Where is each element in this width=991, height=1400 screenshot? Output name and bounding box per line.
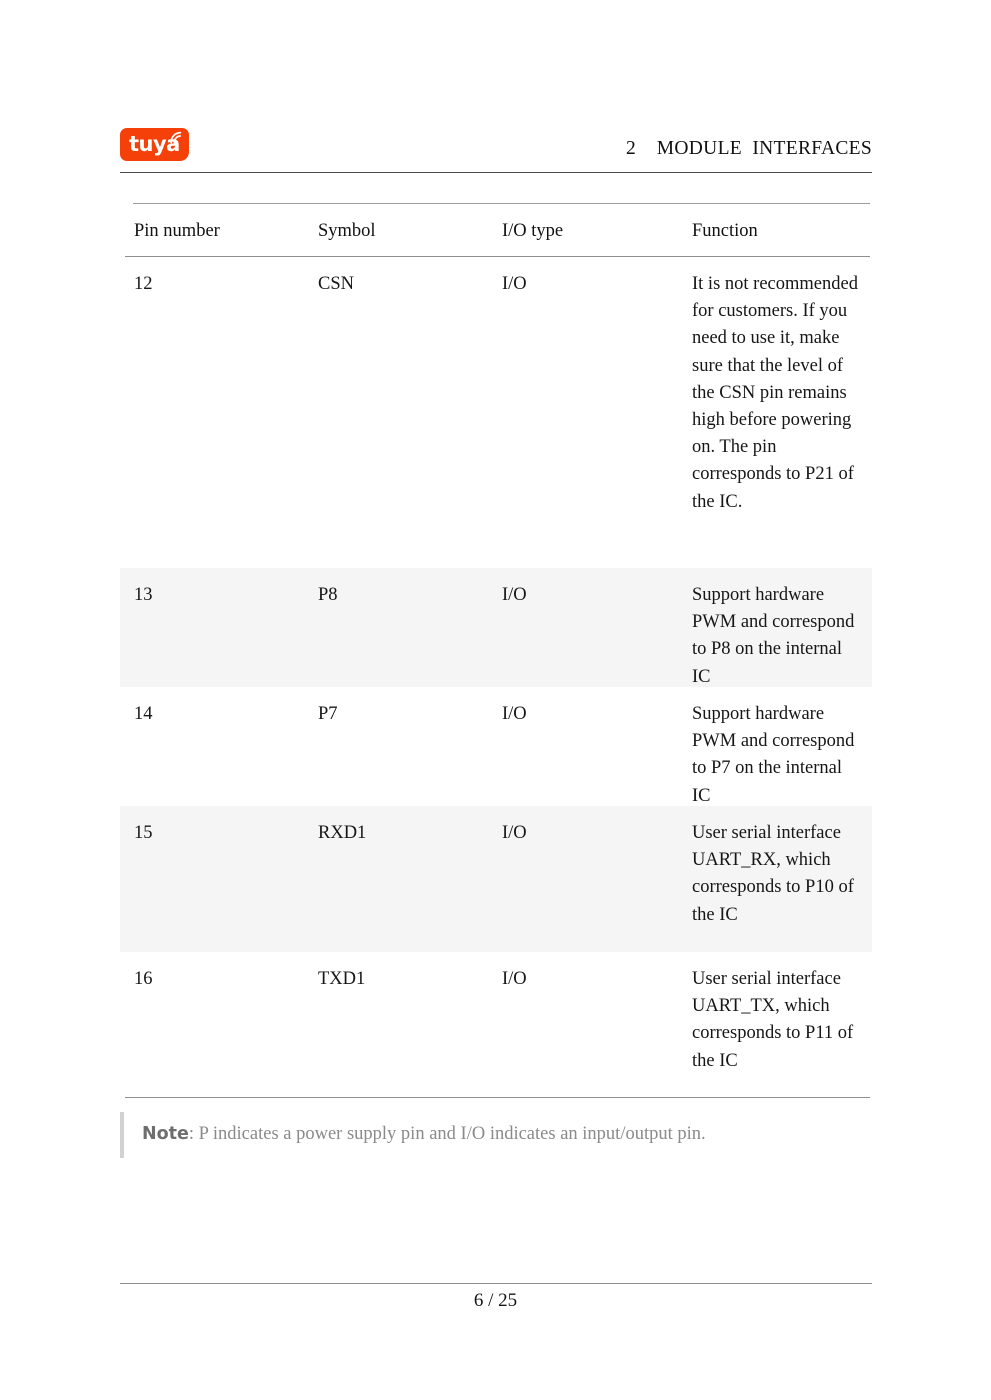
cell-pin-number: 15: [134, 823, 153, 843]
cell-symbol: P7: [318, 704, 338, 724]
cell-io-type: I/O: [502, 969, 527, 989]
tuya-logo-label: tuya: [129, 132, 180, 156]
cell-function: User serial interface UART_RX, which corresponds to P10 of the IC: [692, 823, 854, 925]
cell-pin-number: 16: [134, 969, 153, 989]
footer-rule: [120, 1283, 872, 1284]
table-top-rule: [133, 203, 870, 204]
column-header-io-type: I/O type: [502, 221, 564, 241]
page-number: 6 / 25: [473, 1290, 518, 1311]
cell-symbol: TXD1: [318, 969, 366, 989]
cell-symbol: P8: [318, 585, 338, 605]
cell-io-type: I/O: [502, 823, 527, 843]
tuya-logo: [120, 128, 189, 161]
column-header-function: Function: [692, 221, 758, 241]
column-header-symbol: Symbol: [318, 221, 376, 241]
cell-function: User serial interface UART_TX, which corresponds to P11 of the IC: [692, 969, 854, 1071]
table-row: [120, 806, 872, 952]
page-running-head: [120, 124, 872, 184]
column-header-pin-number: Pin number: [134, 221, 220, 241]
cell-symbol: RXD1: [318, 823, 367, 843]
running-head-rule: [120, 172, 872, 173]
cell-pin-number: 12: [134, 274, 153, 294]
table-row: [120, 257, 872, 568]
cell-pin-number: 14: [134, 704, 153, 724]
cell-pin-number: 13: [134, 585, 153, 605]
table-row: [120, 687, 872, 806]
table-row: [120, 952, 872, 1097]
wifi-signal-icon: [169, 131, 183, 145]
cell-symbol: CSN: [318, 274, 354, 294]
table-row: [120, 568, 872, 687]
cell-function: It is not recommended for customers. If you need to use it, make sure that the level of the CSN pin remains high before powering on. The pin corresponds to P21 of the IC.: [692, 274, 858, 512]
note-separator: :: [188, 1124, 199, 1144]
table-header-row: [120, 210, 872, 256]
note-accent-bar: [120, 1112, 124, 1158]
table-bottom-rule: [125, 1097, 870, 1098]
note-body: P indicates a power supply pin and I/O indicates an input/output pin.: [198, 1124, 706, 1144]
cell-io-type: I/O: [502, 274, 527, 294]
note-block: [120, 1112, 872, 1160]
note-label: Note: [142, 1124, 189, 1144]
cell-function: Support hardware PWM and correspond to P7 on the internal IC: [692, 704, 855, 806]
cell-io-type: I/O: [502, 704, 527, 724]
chapter-heading: 2 MODULE INTERFACES: [626, 138, 872, 159]
note-text: [142, 1121, 706, 1148]
cell-io-type: I/O: [502, 585, 527, 605]
cell-function: Support hardware PWM and correspond to P8 on the internal IC: [692, 585, 855, 687]
